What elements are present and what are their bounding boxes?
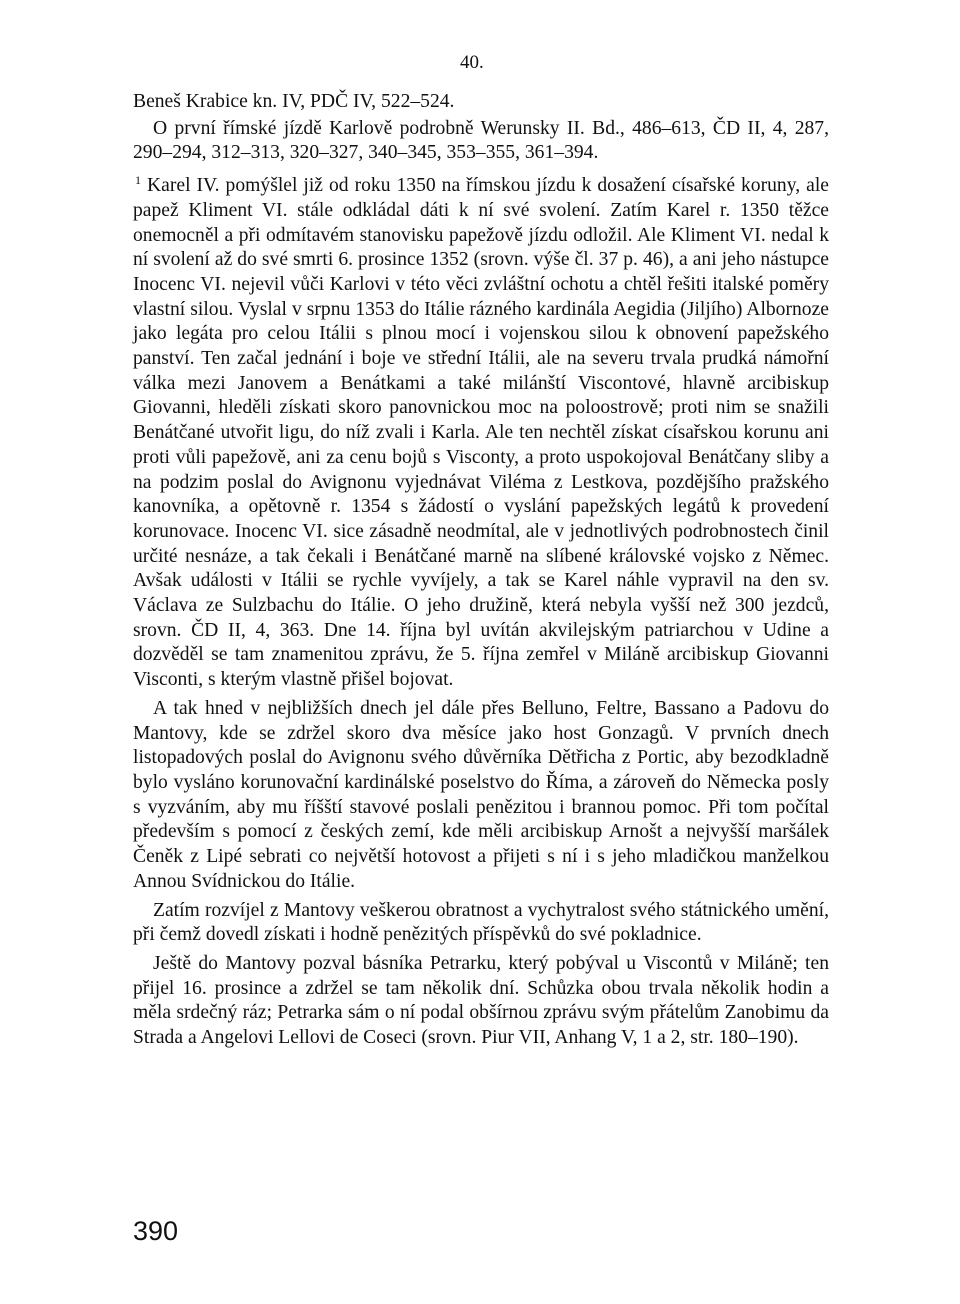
footnote-paragraph <box>133 168 829 693</box>
body-text <box>133 90 829 1053</box>
paragraph-statecraft: Zatím rozvíjel z Mantovy veškerou obratnost a vychytralost svého státnického umění, při čemž dovedl získati i hodně penězitých příspěvků do své pokladnice. <box>133 899 829 946</box>
reference-line-2: O první římské jízdě Karlově podrobně Werunsky II. Bd., 486–613, ČD II, 4, 287, 290–294, 312–313, 320–327, 340–345, 353–355, 361–394. <box>133 117 829 164</box>
footnote-mark: 1 <box>135 173 141 188</box>
reference-line-1: Beneš Krabice kn. IV, PDČ IV, 522–524. <box>133 91 455 112</box>
page-header-number: 40. <box>460 52 484 73</box>
paragraph-petrarca: Ještě do Mantovy pozval básníka Petrarku, který pobýval u Viscontů v Miláně; ten přijel 16. prosince a zdržel se tam několik dní. Schůzka obou trvala několik hodin a měla srdečný ráz; Petrarka sám o ní podal obšírnou zprávu svým přátelům Zanobimu da Strada a Angelovi Lellovi de Coseci (srovn. Piur VII, Anhang V, 1 a 2, str. 180–190). <box>133 952 829 1049</box>
paragraph-mantova-journey: A tak hned v nejbližších dnech jel dále přes Belluno, Feltre, Bassano a Padovu do Mantovy, kde se zdržel skoro dva měsíce jako host Gonzagů. V prvních dnech listopadových poslal do Avignonu svého důvěrníka Dětřicha z Portic, aby bezodkladně bylo vysláno korunovační kardinálské poselstvo do Říma, a zároveň do Německa posly s vyzváním, aby mu říšští stavové poslali penězitou i brannou pomoc. Při tom počítal především s pomocí z českých zemí, kde měli arcibiskup Arnošt a nejvyšší maršálek Čeněk z Lipé sebrati co největší hotovost a přijeti s ní i s jeho mladičkou manželkou Annou Svídnickou do Itálie. <box>133 697 829 892</box>
footnote-text: Karel IV. pomýšlel již od roku 1350 na římskou jízdu k dosažení císařské koruny, ale papež Kliment VI. stále odkládal dáti k ní své svolení. Zatím Karel r. 1350 těžce onemocněl a při odmítavém stanovisku papežově jízdu odložil. Ale Kliment VI. nedal k ní svolení až do své smrti 6. prosince 1352 (srovn. výše čl. 37 p. 46), a ani jeho nástupce Inocenc VI. nejevil vůči Karlovi v této věci zvláštní ochotu a chtěl řešiti italské poměry vlastní silou. Vyslal v srpnu 1353 do Itálie rázného kardinála Aegidia (Jiljího) Albornoze jako legáta pro celou Itálii s plnou mocí i vojenskou silou k obnovení papežského panství. Ten začal jednání i boje ve střední Itálii, ale na severu trvala prudká námořní válka mezi Janovem a Benátkami a také milánští Viscontové, hlavně arcibiskup Giovanni, hleděli získati skoro panovnickou moc na poloostrově; proti nim se snažili Benátčané utvořit ligu, do níž zvali i Karla. Ale ten nechtěl získat císařskou korunu ani proti vůli papežově, ani za cenu bojů s Visconty, a proto uspokojoval Benátčany sliby a na podzim poslal do Avignonu vyjednávat Viléma z Lestkova, pozdějšího pražského kanovníka, a opětovně r. 1354 s žádostí o vyslání papežských legátů k provedení korunovace. Inocenc VI. sice zásadně neodmítal, ale v jednotlivých podrobnostech činil určité nesnáze, a tak čekali i Benátčané marně na slíbené královské vojsko z Němec. Avšak události v Itálii se rychle vyvíjely, a tak se Karel náhle vypravil na den sv. Václava ze Sulzbachu do Itálie. O jeho družině, která nebyla vyšší než 300 jezdců, srovn. ČD II, 4, 363. Dne 14. října byl uvítán akvilejským patriarchou v Udine a dozvěděl se tam znamenitou zprávu, že 5. října zemřel v Miláně arcibiskup Giovanni Visconti, s kterým vlastně přišel bojovat. <box>133 175 829 691</box>
page-footer-number: 390 <box>133 1216 179 1246</box>
